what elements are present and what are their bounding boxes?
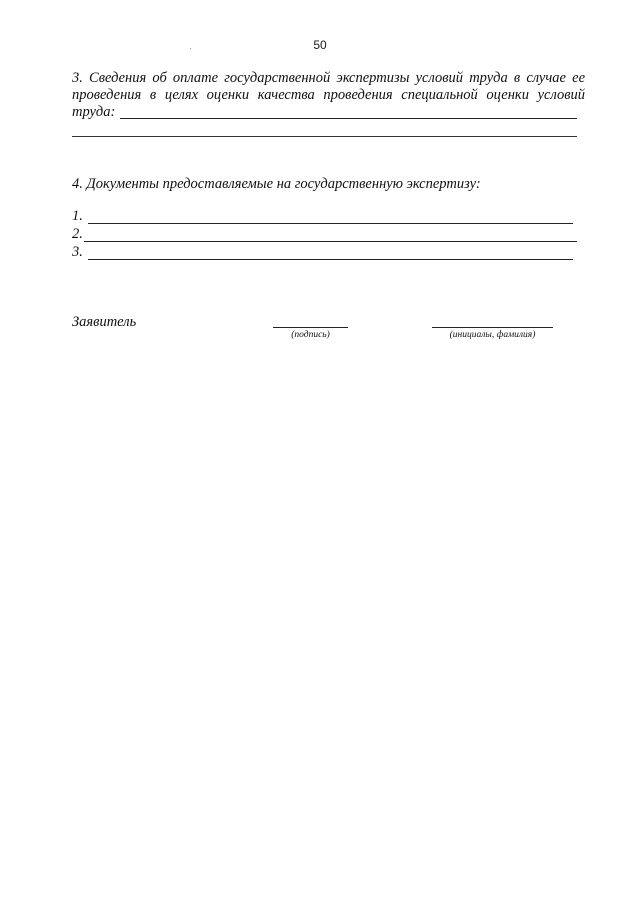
payment-info-line-2: [72, 136, 577, 137]
document-item-3-number: 3.: [72, 244, 83, 260]
payment-info-line-1: [120, 118, 577, 119]
document-item-2-line: [84, 241, 577, 242]
document-item-3-line: [88, 259, 573, 260]
document-item-2-number: 2.: [72, 226, 83, 242]
initials-caption: (инициалы, фамилия): [449, 330, 536, 340]
section3-line1: 3. Сведения об оплате государственной экспертизы условий труда в случае ее: [72, 70, 585, 86]
signature-line: [273, 327, 348, 328]
section3-line3-label: труда:: [72, 104, 116, 120]
applicant-label: Заявитель: [72, 314, 137, 330]
signature-caption: (подпись): [291, 330, 330, 340]
document-item-1-line: [88, 223, 573, 224]
section3-line2: проведения в целях оценки качества проведения специальной оценки условий: [72, 87, 585, 103]
document-item-1-number: 1.: [72, 208, 83, 224]
page-number: 50: [313, 38, 327, 52]
initials-line: [432, 327, 553, 328]
scan-speck: [190, 48, 191, 49]
section4-heading: 4. Документы предоставляемые на государственную экспертизу:: [72, 176, 481, 192]
